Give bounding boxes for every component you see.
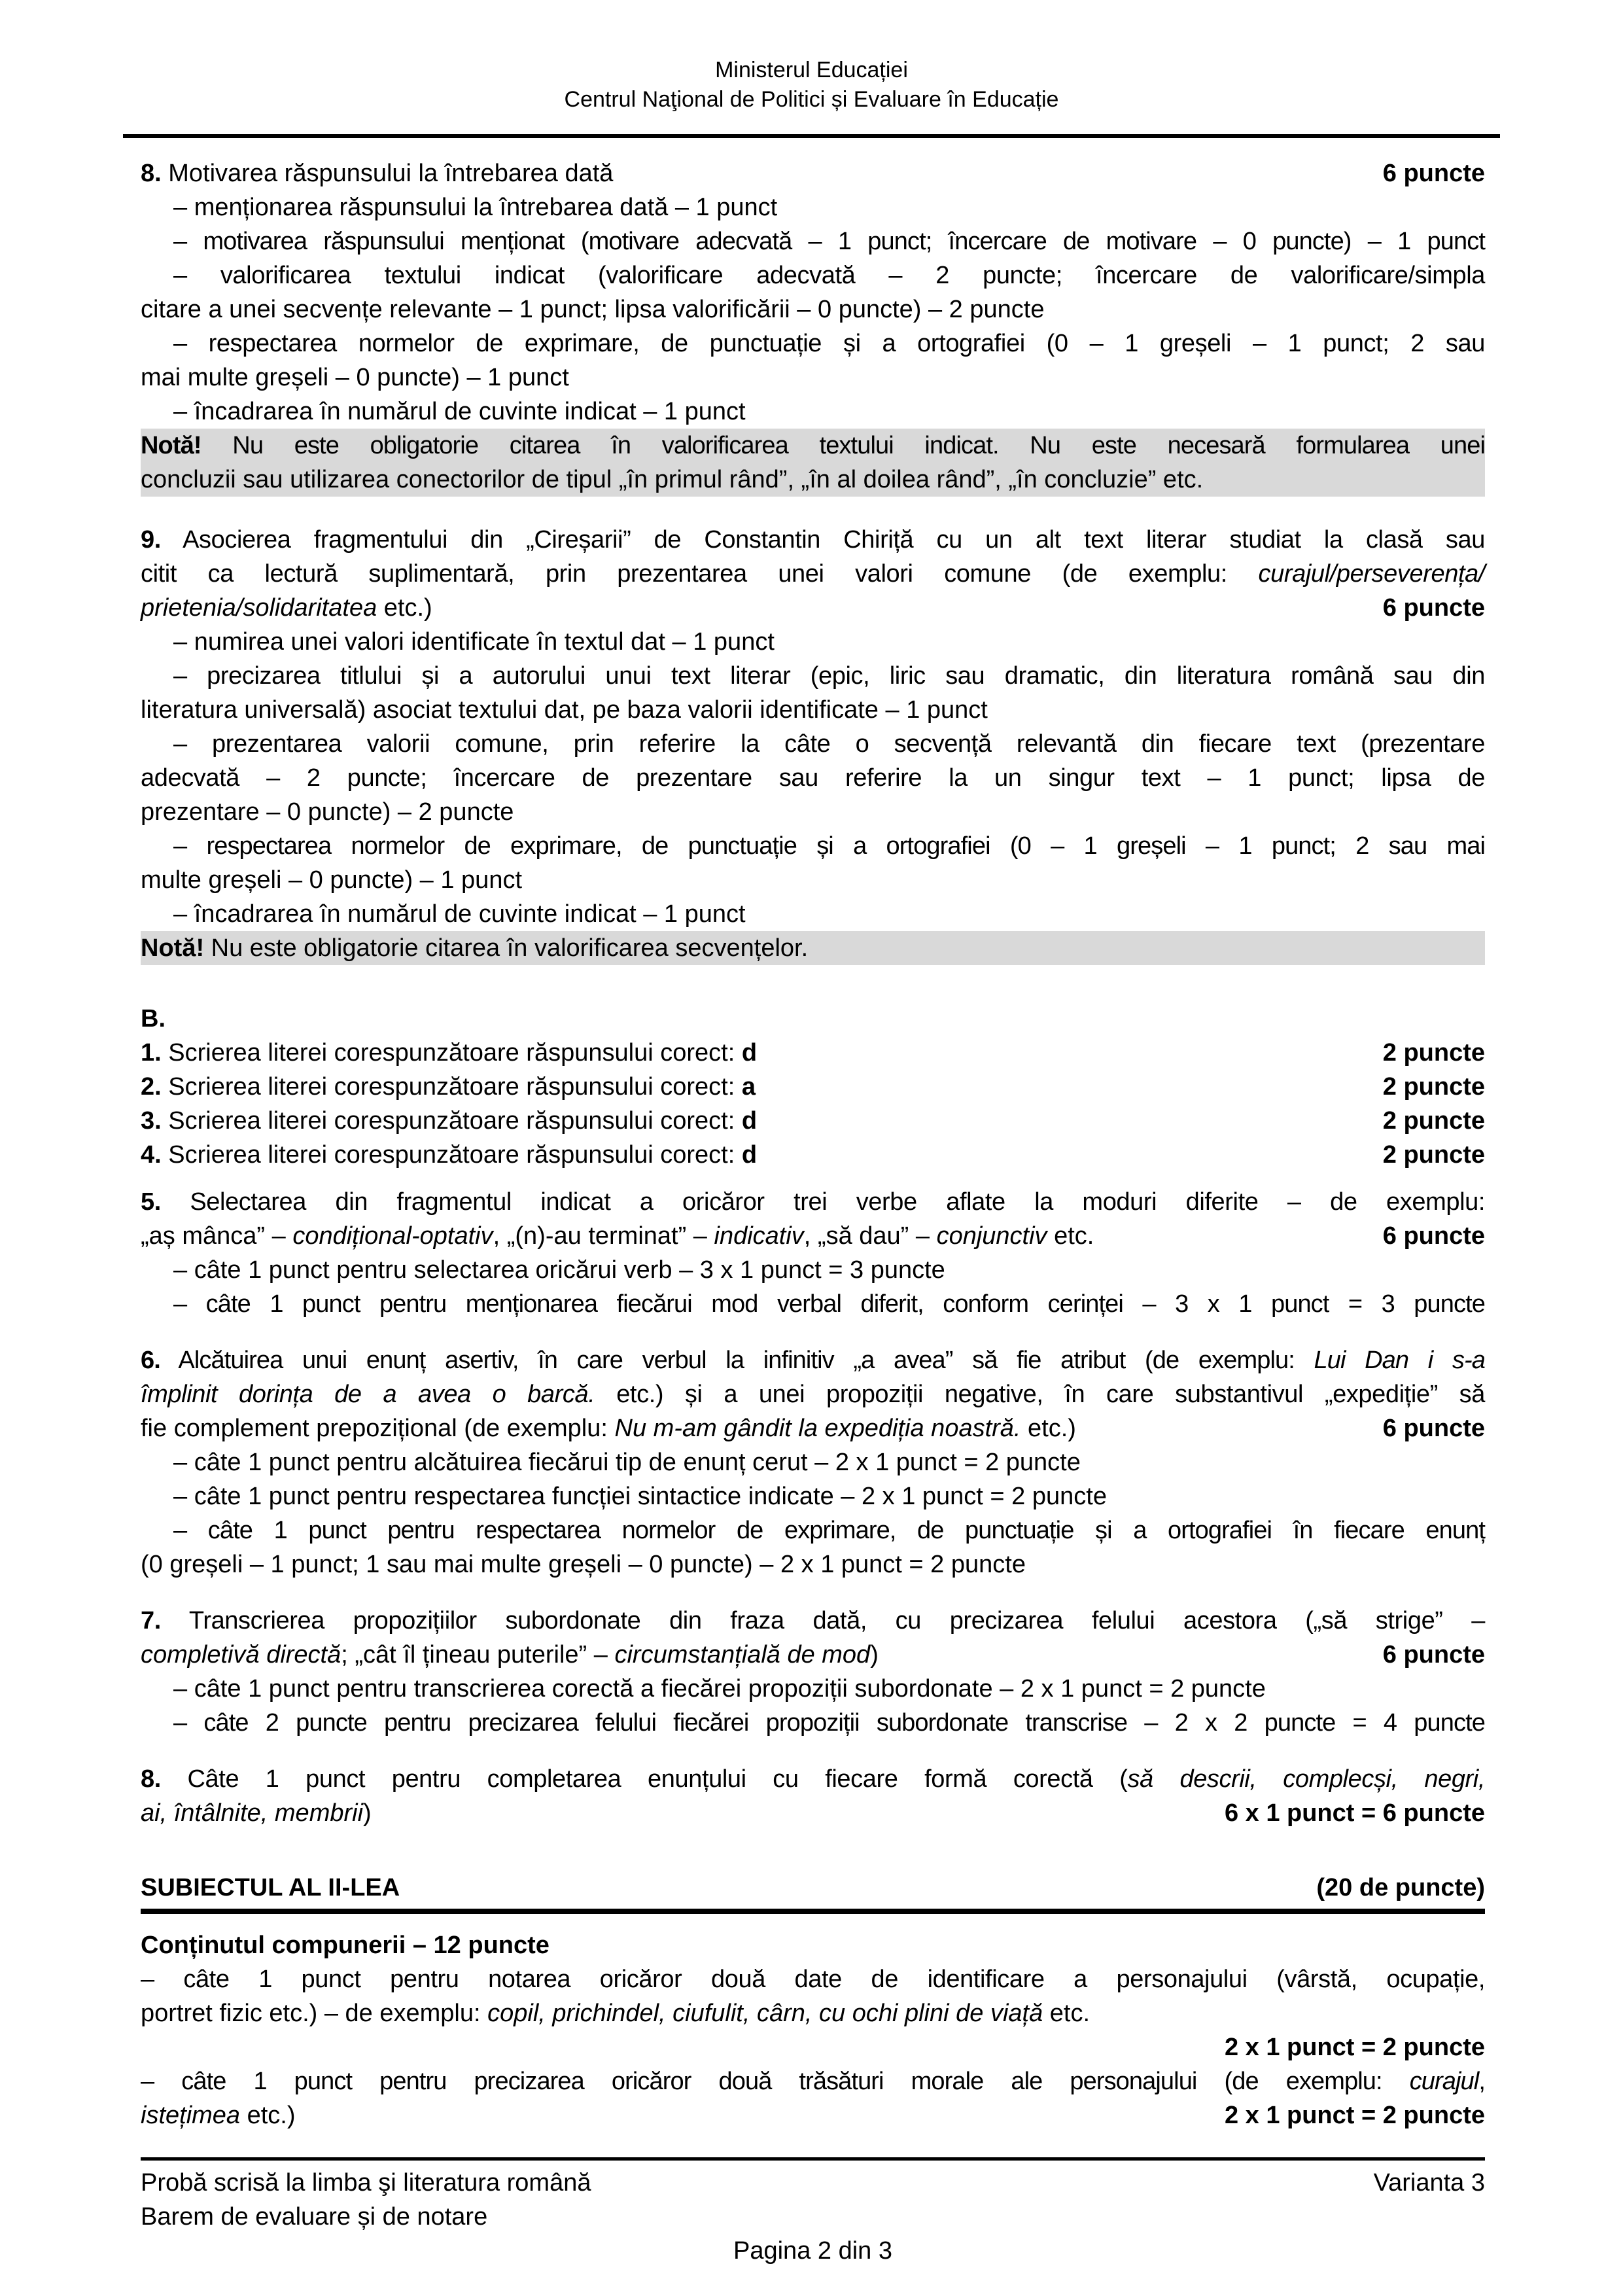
points-label <box>1316 1871 1485 1905</box>
item5-title-1 <box>141 1185 1485 1219</box>
item5-crit-2 <box>141 1287 1485 1321</box>
spacer <box>141 1830 1485 1871</box>
footer-varianta-label: Varianta 3 <box>1373 2169 1485 2197</box>
text-run: 9. <box>141 526 161 554</box>
text-run: etc.) <box>377 594 432 622</box>
text-run: portret fizic etc.) – de exemplu: <box>141 2000 488 2027</box>
text-run: Asocierea fragmentului din „Cireșarii” de Constantin Chiriță cu un alt text literar studiat la clasă sau <box>160 526 1485 554</box>
s2-crit-2b <box>141 2098 1485 2132</box>
points-label <box>1225 1796 1485 1830</box>
text-run: – precizarea titlului și a autorului unui text literar (epic, liric sau dramatic, din literatura română sau din <box>173 662 1485 690</box>
text-run: d <box>741 1141 758 1169</box>
text-run: (20 de puncte) <box>1316 1874 1485 1901</box>
text-run: prietenia/solidaritatea <box>141 594 377 622</box>
item9-title-3 <box>141 591 1485 625</box>
item8b-title-2 <box>141 1796 1485 1830</box>
text-run: – câte 1 punct pentru menționarea fiecărui mod verbal diferit, conform cerinței – 3 x 1 punct = 3 puncte <box>173 1290 1485 1318</box>
text-run: Selectarea din fragmentul indicat a oricăror trei verbe aflate la moduri diferite – de exemplu: <box>160 1188 1485 1216</box>
text-run: – câte 1 punct pentru notarea oricăror două date de identificare a personajului (vârstă, ocupație, <box>141 1966 1485 1993</box>
text-run: – numirea unei valori identificate în textul dat – 1 punct <box>173 628 775 656</box>
text-run: d <box>741 1039 758 1067</box>
text-run: multe greșeli – 0 puncte) – 1 punct <box>141 866 523 894</box>
text-run: adecvată – 2 puncte; încercare de prezentare sau referire la un singur text – 1 punct; lipsa de <box>141 764 1485 792</box>
item9-title-2 <box>141 557 1485 591</box>
text-run: circumstanțială de mod <box>614 1641 871 1669</box>
text-run: 2 x 1 punct = 2 puncte <box>1224 2102 1485 2129</box>
text-run: „aș mânca” – <box>141 1222 293 1250</box>
text-run: – respectarea normelor de exprimare, de punctuație și a ortografiei (0 – 1 greșeli – 1 punct; 2 sau <box>173 330 1485 357</box>
text-run: literatura universală) asociat textului dat, pe baza valorii identificate – 1 punct <box>141 696 988 724</box>
text-run: 8. <box>141 1765 161 1793</box>
text-run: mai multe greșeli – 0 puncte) – 1 punct <box>141 364 569 391</box>
text-run: Lui Dan i s-a <box>1314 1347 1485 1374</box>
note1-line2 <box>141 463 1485 497</box>
text-run: Scrierea literei corespunzătoare răspunsului corect: <box>161 1073 742 1101</box>
text-run: SUBIECTUL AL II-LEA <box>141 1874 400 1901</box>
text-run: 6 puncte <box>1382 594 1485 622</box>
text-run: concluzii sau utilizarea conectorilor de tipul „în primul rând”, „în al doilea rând”, „în concluzie” etc. <box>141 466 1204 493</box>
line-left <box>141 1138 757 1172</box>
text-run: ; „cât îl țineau puterile” – <box>341 1641 615 1669</box>
spacer <box>141 1581 1485 1604</box>
text-run: copil, prichindel, ciufulit, cârn, cu ochi plini de viață <box>487 2000 1043 2027</box>
item7-title-2 <box>141 1638 1485 1672</box>
item6-crit-3b <box>141 1547 1485 1581</box>
text-run: Scrierea literei corespunzătoare răspunsului corect: <box>161 1107 742 1135</box>
text-run: , „(n)-au terminat” – <box>493 1222 714 1250</box>
text-run: (0 greșeli – 1 punct; 1 sau mai multe greșeli – 0 puncte) – 2 x 1 punct = 2 puncte <box>141 1551 1026 1578</box>
text-run: 6 puncte <box>1382 160 1485 187</box>
item9-crit-4a <box>141 829 1485 863</box>
text-run: 2 x 1 punct = 2 puncte <box>1224 2034 1485 2061</box>
item6-title-3 <box>141 1411 1485 1445</box>
text-run: – motivarea răspunsului menționat (motivare adecvată – 1 punct; încercare de motivare – 0 puncte) – 1 punct <box>173 228 1485 255</box>
text-run: – menționarea răspunsului la întrebarea dată – 1 punct <box>173 194 778 221</box>
text-run: 2 puncte <box>1382 1073 1485 1101</box>
document-body <box>0 156 1623 2132</box>
points-label <box>1383 1411 1485 1445</box>
text-run: – câte 1 punct pentru transcrierea corectă a fiecărei propoziții subordonate – 2 x 1 punct = 2 puncte <box>173 1675 1266 1703</box>
text-run: – câte 2 puncte pentru precizarea felului fiecărei propoziții subordonate transcrise – 2 x 2 puncte = 4 puncte <box>173 1709 1485 1737</box>
text-run: citit ca lectură suplimentară, prin prezentarea unei valori comune (de exemplu: <box>141 560 1259 588</box>
spacer <box>141 1740 1485 1762</box>
item6-title-1 <box>141 1343 1485 1377</box>
line-left <box>141 1796 372 1830</box>
text-run: 2 puncte <box>1382 1141 1485 1169</box>
spacer <box>141 1321 1485 1343</box>
text-run: – câte 1 punct pentru selectarea oricărui verb – 3 x 1 punct = 3 puncte <box>173 1256 945 1284</box>
points-label <box>1225 2098 1485 2132</box>
s2-crit-1c <box>141 2030 1485 2064</box>
points-label <box>1383 1036 1485 1070</box>
item9-crit-3c <box>141 795 1485 829</box>
text-run: împlinit dorința de a avea o barcă. <box>141 1381 595 1408</box>
header-line-1: Ministerul Educației <box>715 58 908 82</box>
text-run: prezentare – 0 puncte) – 2 puncte <box>141 798 514 826</box>
text-run: 6 puncte <box>1382 1641 1485 1669</box>
text-run: 2 puncte <box>1382 1107 1485 1135</box>
spacer <box>141 1914 1485 1928</box>
footer-barem-label: Barem de evaluare și de notare <box>141 2203 488 2231</box>
item8-crit-4a <box>141 327 1485 361</box>
footer-proba-label: Probă scrisă la limba şi literatura română <box>141 2169 591 2197</box>
text-run: 4. <box>141 1141 162 1169</box>
text-run: 8. <box>141 160 162 187</box>
text-run: 2 puncte <box>1382 1039 1485 1067</box>
text-run: 6 x 1 punct = 6 puncte <box>1224 1799 1485 1827</box>
text-run: conjunctiv <box>936 1222 1047 1250</box>
item8-crit-2 <box>141 224 1485 258</box>
item6-crit-2 <box>141 1479 1485 1513</box>
text-run: , <box>1478 2068 1485 2095</box>
text-run: – câte 1 punct pentru alcătuirea fiecărui tip de enunț cerut – 2 x 1 punct = 2 puncte <box>173 1449 1081 1476</box>
item7-crit-2 <box>141 1706 1485 1740</box>
text-run: etc. <box>1043 2000 1091 2027</box>
text-run: B. <box>141 1005 166 1033</box>
item9-crit-2b <box>141 693 1485 727</box>
s2-crit-2a <box>141 2064 1485 2098</box>
points-label <box>1383 1219 1485 1253</box>
item9-crit-4b <box>141 863 1485 897</box>
text-run: Conținutul compunerii – 12 puncte <box>141 1932 550 1959</box>
text-run: să descrii, complecși, negri, <box>1127 1765 1486 1793</box>
text-run: ) <box>363 1799 372 1827</box>
text-run: indicativ <box>714 1222 804 1250</box>
text-run: 1. <box>141 1039 162 1067</box>
text-run: 6 puncte <box>1382 1415 1485 1442</box>
item7-crit-1 <box>141 1672 1485 1706</box>
text-run: istețimea <box>141 2102 241 2129</box>
text-run: Câte 1 punct pentru completarea enunțului cu fiecare formă corectă ( <box>160 1765 1128 1793</box>
item6-crit-3a <box>141 1513 1485 1547</box>
text-run: ) <box>870 1641 879 1669</box>
text-run: – prezentarea valorii comune, prin referire la câte o secvență relevantă din fiecare text (prezentare <box>173 730 1485 758</box>
text-run: 2. <box>141 1073 162 1101</box>
text-run: completivă directă <box>141 1641 341 1669</box>
item5-crit-1 <box>141 1253 1485 1287</box>
spacer <box>141 965 1485 1002</box>
text-run: – câte 1 punct pentru respectarea funcției sintactice indicate – 2 x 1 punct = 2 puncte <box>173 1483 1107 1510</box>
points-label <box>1383 1104 1485 1138</box>
text-run: 6 puncte <box>1382 1222 1485 1250</box>
text-run: 5. <box>141 1188 161 1216</box>
item8-crit-1 <box>141 190 1485 224</box>
item9-title-1 <box>141 523 1485 557</box>
line-left <box>141 1104 757 1138</box>
text-run: etc.) <box>1021 1415 1076 1442</box>
text-run: 7. <box>141 1607 161 1634</box>
item6-title-2 <box>141 1377 1485 1411</box>
item8-title <box>141 156 1485 190</box>
text-run: – încadrarea în numărul de cuvinte indicat – 1 punct <box>173 900 746 928</box>
text-run: etc.) și a unei propoziții negative, în care substantivul „expediție” să <box>595 1381 1485 1408</box>
page-footer <box>141 2157 1485 2268</box>
line-left <box>141 1871 400 1905</box>
text-run: curajul <box>1409 2068 1479 2095</box>
item8-crit-3a <box>141 258 1485 292</box>
item5-title-2 <box>141 1219 1485 1253</box>
page-header <box>0 0 1623 115</box>
text-run: etc. <box>1047 1222 1094 1250</box>
item8b-title-1 <box>141 1762 1485 1796</box>
line-left <box>141 591 432 625</box>
text-run: Notă! <box>141 432 201 459</box>
text-run: a <box>741 1073 756 1101</box>
text-run: Scrierea literei corespunzătoare răspunsului corect: <box>161 1039 742 1067</box>
header-line-2: Centrul Naţional de Politici și Evaluare în Educație <box>564 87 1059 112</box>
item7-title-1 <box>141 1604 1485 1638</box>
line-left <box>141 1036 757 1070</box>
subiectul-2-heading <box>141 1871 1485 1914</box>
text-run: 6. <box>141 1347 160 1374</box>
text-run: condițional-optativ <box>292 1222 493 1250</box>
text-run: Nu m-am gândit la expediția noastră. <box>614 1415 1021 1442</box>
text-run: Alcătuirea unui enunț asertiv, în care verbul la infinitiv „a avea” să fie atribut (de exemplu: <box>160 1347 1314 1374</box>
text-run: ai, întâlnite, membrii <box>141 1799 364 1827</box>
note2-line1 <box>141 931 1485 965</box>
text-run: – câte 1 punct pentru precizarea oricăror două trăsături morale ale personajului (de exemplu: <box>141 2068 1410 2095</box>
text-run: Notă! <box>141 934 205 962</box>
s2-crit-1b <box>141 1996 1485 2030</box>
footer-rule <box>141 2157 1485 2161</box>
line-left <box>141 1070 756 1104</box>
item9-crit-3b <box>141 761 1485 795</box>
item8-crit-5 <box>141 395 1485 429</box>
item9-crit-5 <box>141 897 1485 931</box>
text-run: citare a unei secvențe relevante – 1 punct; lipsa valorificării – 0 puncte) – 2 puncte <box>141 296 1045 323</box>
points-label <box>1383 591 1485 625</box>
b-item3 <box>141 1104 1485 1138</box>
text-run: – câte 1 punct pentru respectarea normelor de exprimare, de punctuație și a ortografiei în fiecare enunț <box>173 1517 1485 1544</box>
points-label <box>1225 2030 1485 2064</box>
text-run: Transcrierea propozițiilor subordonate din fraza dată, cu precizarea felului acestora („să strige” – <box>160 1607 1485 1634</box>
b-item1 <box>141 1036 1485 1070</box>
text-run: – încadrarea în numărul de cuvinte indicat – 1 punct <box>173 398 746 425</box>
footer-row-2 <box>141 2200 1485 2234</box>
text-run: d <box>741 1107 758 1135</box>
continut-heading <box>141 1928 1485 1962</box>
footer-row-1 <box>141 2166 1485 2200</box>
footer-page-number: Pagina 2 din 3 <box>733 2237 892 2265</box>
text-run: – respectarea normelor de exprimare, de punctuație și a ortografiei (0 – 1 greșeli – 1 punct; 2 sau mai <box>173 832 1485 860</box>
b-item4 <box>141 1138 1485 1172</box>
line-left <box>141 156 613 190</box>
text-run: 3. <box>141 1107 162 1135</box>
text-run: – valorificarea textului indicat (valorificare adecvată – 2 puncte; încercare de valorificare/simpla <box>173 262 1485 289</box>
points-label <box>1383 1070 1485 1104</box>
text-run: curajul/perseverența/ <box>1258 560 1485 588</box>
points-label <box>1383 1638 1485 1672</box>
item6-crit-1 <box>141 1445 1485 1479</box>
note1-line1 <box>141 429 1485 463</box>
item8-crit-4b <box>141 361 1485 395</box>
spacer <box>141 1172 1485 1185</box>
item9-crit-2a <box>141 659 1485 693</box>
b-item2 <box>141 1070 1485 1104</box>
section-b-heading <box>141 1002 1485 1036</box>
spacer <box>141 497 1485 523</box>
text-run: fie complement prepozițional (de exemplu: <box>141 1415 615 1442</box>
line-left <box>141 1638 879 1672</box>
item9-crit-3a <box>141 727 1485 761</box>
points-label <box>1383 156 1485 190</box>
text-run: Scrierea literei corespunzătoare răspunsului corect: <box>161 1141 742 1169</box>
text-run: etc.) <box>240 2102 296 2129</box>
item8-crit-3b <box>141 292 1485 327</box>
s2-crit-1a <box>141 1962 1485 1996</box>
line-left <box>141 1411 1076 1445</box>
points-label <box>1383 1138 1485 1172</box>
text-run: , „să dau” – <box>803 1222 937 1250</box>
line-left <box>141 2098 296 2132</box>
text-run: Motivarea răspunsului la întrebarea dată <box>161 160 614 187</box>
text-run: Nu este obligatorie citarea în valorificarea textului indicat. Nu este necesară formularea unei <box>201 432 1485 459</box>
line-left <box>141 1219 1094 1253</box>
item9-crit-1 <box>141 625 1485 659</box>
text-run: Nu este obligatorie citarea în valorificarea secvențelor. <box>204 934 809 962</box>
header-rule <box>123 134 1500 138</box>
